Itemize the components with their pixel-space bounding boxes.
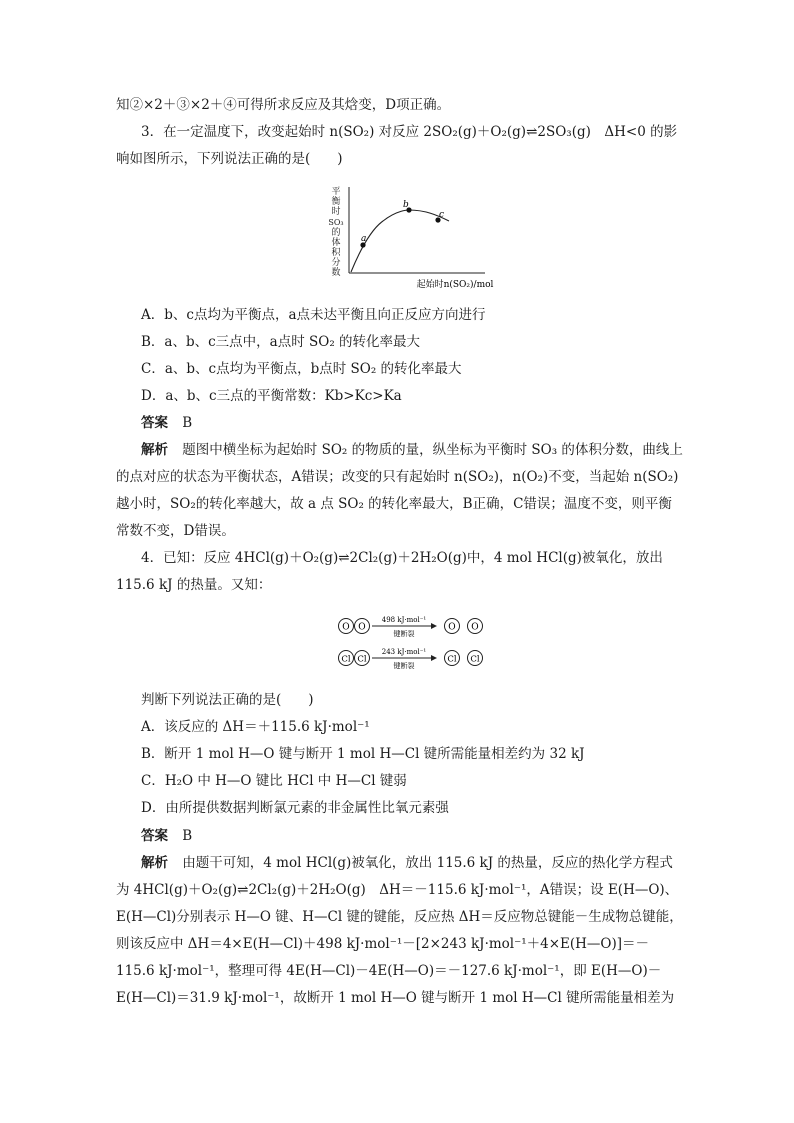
- answer-label: 答案: [141, 828, 168, 844]
- explanation-4-line: E(H—Cl)分别表示 H—O 键、H—Cl 键的键能，反应热 ΔH＝反应物总键能－生成物总键能，: [116, 909, 683, 925]
- point-c-label: c: [439, 210, 445, 220]
- answer-label: 答案: [141, 415, 168, 431]
- cl-atom-label: Cl: [470, 654, 480, 665]
- question-3-stem: 3．在一定温度下，改变起始时 n(SO₂) 对反应 2SO₂(g)＋O₂(g)⇌2SO₃(g) ΔH<0 的影: [141, 124, 678, 140]
- question-4-option-b: B．断开 1 mol H—O 键与断开 1 mol H—Cl 键所需能量相差约为 32 kJ: [141, 746, 585, 762]
- o-atom-label: O: [448, 622, 456, 633]
- question-3-stem-cont: 响如图所示，下列说法正确的是( ): [116, 151, 343, 167]
- answer-4: [141, 826, 192, 846]
- question-4-prompt: 判断下列说法正确的是( ): [141, 692, 314, 708]
- question-4-option-c: C．H₂O 中 H—O 键比 HCl 中 H—Cl 键弱: [141, 773, 407, 789]
- explanation-label: 解析: [141, 442, 168, 458]
- x-axis-label: 起始时n(SO₂)/mol: [416, 280, 494, 290]
- point-b-label: b: [403, 200, 409, 210]
- explanation-3: [141, 440, 683, 460]
- ylabel-char: 分: [331, 258, 341, 268]
- ylabel-char: 时: [331, 207, 341, 217]
- question-3-option-a: A．b、c点均为平衡点，a点未达平衡且向正反应方向进行: [141, 307, 486, 323]
- ylabel-char: 体: [331, 238, 341, 248]
- break-label: 键断裂: [393, 662, 415, 670]
- ylabel-char: 数: [331, 268, 341, 278]
- explanation-4-line: 115.6 kJ·mol⁻¹，整理可得 4E(H—Cl)－4E(H—O)＝－127.6 kJ·mol⁻¹，即 E(H—O)－: [116, 963, 662, 979]
- cl-atom-label: Cl: [341, 654, 351, 665]
- explanation-3-line: 常数不变，D错误。: [116, 523, 235, 539]
- explanation-4: [141, 853, 673, 873]
- question-4-stem-cont: 115.6 kJ 的热量。又知：: [116, 577, 272, 593]
- question-4-option-a: A．该反应的 ΔH＝＋115.6 kJ·mol⁻¹: [141, 719, 370, 735]
- ylabel-char: 积: [331, 248, 341, 258]
- answer-value: B: [182, 828, 193, 844]
- explanation-text: 由题干可知，4 mol HCl(g)被氧化，放出 115.6 kJ 的热量，反应的热化学方程式: [182, 855, 673, 871]
- explanation-4-line: 则该反应中 ΔH＝4×E(H—Cl)＋498 kJ·mol⁻¹－[2×243 kJ·mol⁻¹＋4×E(H—O)]＝－: [116, 936, 650, 952]
- explanation-text: 题图中横坐标为起始时 SO₂ 的物质的量，纵坐标为平衡时 SO₃ 的体积分数，曲线上: [182, 442, 683, 458]
- question-3-option-d: D．a、b、c三点的平衡常数：Kb>Kc>Ka: [141, 388, 402, 404]
- explanation-label: 解析: [141, 855, 168, 871]
- o-atom-label: O: [342, 622, 350, 633]
- answer-value: B: [182, 415, 193, 431]
- question-3-option-c: C．a、b、c点均为平衡点，b点时 SO₂ 的转化率最大: [141, 361, 462, 377]
- answer-3: [141, 413, 192, 433]
- question-3-option-b: B．a、b、c三点中，a点时 SO₂ 的转化率最大: [141, 334, 421, 350]
- bond-energy-diagram: [336, 612, 488, 670]
- ylabel-char: 的: [331, 228, 341, 238]
- question-4-option-d: D．由所提供数据判断氯元素的非金属性比氧元素强: [141, 800, 449, 816]
- o-bond-energy: 498 kJ·mol⁻¹: [381, 616, 427, 624]
- cl-atom-label: Cl: [447, 654, 457, 665]
- break-label: 键断裂: [393, 630, 415, 638]
- ylabel-char: SO₃: [328, 218, 344, 227]
- ylabel-char: 衡: [331, 197, 341, 207]
- equilibrium-graph: [325, 183, 500, 295]
- point-a-label: a: [361, 234, 367, 244]
- cl-atom-label: Cl: [357, 654, 367, 665]
- o-atom-label: O: [471, 622, 479, 633]
- explanation-4-line: E(H—Cl)＝31.9 kJ·mol⁻¹，故断开 1 mol H—O 键与断开 1 mol H—Cl 键所需能量相差为: [116, 990, 675, 1006]
- cl-bond-energy: 243 kJ·mol⁻¹: [381, 648, 427, 656]
- explanation-3-line: 越小时，SO₂的转化率越大，故 a 点 SO₂ 的转化率最大，B正确，C错误；温度不变，则平衡: [116, 496, 672, 512]
- question-4-stem: 4．已知：反应 4HCl(g)＋O₂(g)⇌2Cl₂(g)＋2H₂O(g)中，4 mol HCl(g)被氧化，放出: [141, 550, 663, 566]
- explanation-3-line: 的点对应的状态为平衡状态，A错误；改变的只有起始时 n(SO₂)，n(O₂)不变，当起始 n(SO₂): [116, 469, 679, 485]
- explanation-4-line: 为 4HCl(g)＋O₂(g)⇌2Cl₂(g)＋2H₂O(g) ΔH＝－115.6 kJ·mol⁻¹，A错误；设 E(H—O)、: [116, 882, 679, 898]
- o-atom-label: O: [358, 622, 366, 633]
- ylabel-char: 平: [331, 187, 341, 197]
- text-line: 知②×2＋③×2＋④可得所求反应及其焓变，D项正确。: [116, 97, 451, 113]
